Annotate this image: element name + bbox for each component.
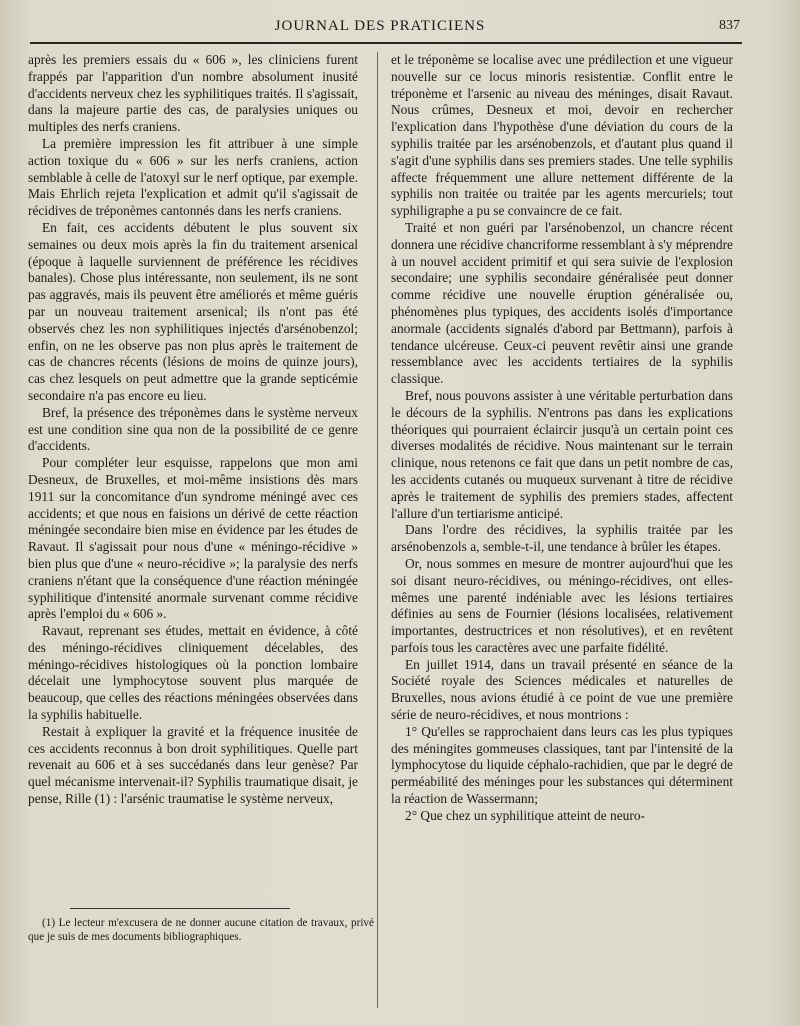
left-column — [28, 52, 358, 808]
paragraph: En fait, ces accidents débutent le plus souvent six semaines ou deux mois après la fin du traitement arsenical (époque à laquelle surviennent de préférence les récidives banales). Chose plus intéressante, non seulement, ils ne sont pas aggravés, mais ils peuvent être améliorés et même guéris par un nouveau traitement arsenical; ils n'ont pas été observés chez les non syphilitiques injectés d'arsénobenzol; enfin, on ne les observe pas non plus après le traitement de cas de chancres récents (lésions de moins de quinze jours), cas chez lesquels on peut admettre que la grande septicémie secondaire n'a pas encore eu lieu. — [28, 219, 358, 403]
paragraph: 1° Qu'elles se rapprochaient dans leurs cas les plus typiques des méningites gommeuses classiques, tant par l'intensité de la lymphocytose du liquide céphalo-rachidien, que par le degré de perméabilité des méninges pour les substances qui déterminent la réaction de Wassermann; — [391, 723, 733, 807]
paragraph: Bref, nous pouvons assister à une véritable perturbation dans le décours de la syphilis. N'entrons pas dans les explications théoriques qui pourraient éclaircir jusqu'à un certain point ces diverses modalités de récidive. Nous maintenant sur le terrain clinique, nous retenons ce fait que dans un petit nombre de cas, les accidents cutanés ou muqueux survenant à titre de récidive après le traitement de syphilis des premiers stades, affectent l'allure d'un tertiarisme anticipé. — [391, 387, 733, 521]
column-separator — [377, 52, 378, 1008]
footnote-rule — [70, 908, 290, 909]
right-column — [391, 52, 733, 825]
page-number: 837 — [719, 18, 740, 33]
footnote-text: (1) Le lecteur m'excusera de ne donner aucune citation de travaux, privé que je suis de mes documents bibliographiques. — [28, 917, 374, 943]
paragraph: et le tréponème se localise avec une prédilection et une vigueur nouvelle sur ce locus minoris resistentiæ. Conflit entre le tréponème et l'arsenic au niveau des méninges, disait Ravaut. Nous crûmes, Desneux et moi, devoir en rechercher l'explication dans l'hypothèse d'une déviation du cours de la syphilis traitée par les arsénobenzols, et d'autant plus quand il s'agit d'une syphilis dans ses premiers stades. Une telle syphilis affecte fréquemment une allure nettement différente de la syphilis non traitée ou traitée par les agents mercuriels; tout syphiligraphe a pu se convaincre de ce fait. — [391, 52, 733, 219]
paragraph: après les premiers essais du « 606 », les cliniciens furent frappés par l'apparition d'un nombre absolument inusité d'accidents nerveux chez les syphilitiques traités. Il s'agissait, dans la majeure partie des cas, de paralysies uniques ou multiples des nerfs craniens. — [28, 52, 358, 135]
journal-title: JOURNAL DES PRATICIENS — [274, 18, 486, 34]
paragraph: La première impression les fit attribuer à une simple action toxique du « 606 » sur les nerfs craniens, action semblable à celle de l'atoxyl sur le nerf optique, par exemple. Mais Ehrlich rejeta l'explication et admit qu'il s'agissait de récidives de tréponèmes cantonnés dans les nerfs craniens. — [28, 135, 358, 219]
paragraph: Or, nous sommes en mesure de montrer aujourd'hui que les soi disant neuro-récidives, ou méningo-récidives, ont elles-mêmes une parenté indéniable avec les lésions tertiaires définies au sens de Fournier (lésions localisées, relativement importantes, destructrices et non résolutives), et en revêtent parfois tous les caractères avec une parfaite fidélité. — [391, 555, 733, 655]
paragraph: Restait à expliquer la gravité et la fréquence inusitée de ces accidents reconnus à bon droit syphilitiques. Quelle part revenait au 606 et à ses succédanés dans leur genèse? Par quel mécanisme intervenait-il? Syphilis traumatique disait, je pense, Rille (1) : l'arsénic traumatise le système nerveux, — [28, 723, 358, 807]
paragraph: Traité et non guéri par l'arsénobenzol, un chancre récent donnera une récidive chancriforme ressemblant à s'y méprendre à un nouvel accident primitif et qui sera suivie de l'explosion secondaire; une syphilis secondaire généralisée peut donner comme récidive une nouvelle éruption généralisée ou, phénomènes plus typiques, des accidents isolés d'importance anormale (accidents signalés d'abord par Bettmann), parfois à tendance ulcéreuse. Ceux-ci peuvent revêtir ainsi une grande ressemblance avec les accidents tertiaires de la syphilis classique. — [391, 219, 733, 387]
paragraph: En juillet 1914, dans un travail présenté en séance de la Société royale des Sciences médicales et naturelles de Bruxelles, nous avions étudié à ce point de vue une première série de neuro-récidives, et nous montrions : — [391, 656, 733, 723]
paragraph: 2° Que chez un syphilitique atteint de neuro- — [405, 807, 645, 823]
paragraph: Bref, la présence des tréponèmes dans le système nerveux est une condition sine qua non de la possibilité de ce genre d'accidents. — [28, 404, 358, 454]
footnote — [28, 916, 374, 944]
paragraph: Pour compléter leur esquisse, rappelons que mon ami Desneux, de Bruxelles, et moi-même insistions dès mars 1911 sur la concomitance d'un syndrome méningé avec ces accidents; et que nous en faisions un dérivé de cette réaction méningée secondaire bien mise en évidence par les études de Ravaut. Il s'agissait pour nous d'une « méningo-récidive » bien plus que d'une « neuro-récidive »; la paralysie des nerfs craniens n'étant que la conséquence d'une réaction méningée syphilitique d'intensité anormale survenant comme récidive après l'emploi du « 606 ». — [28, 455, 358, 622]
paragraph: Dans l'ordre des récidives, la syphilis traitée par les arsénobenzols a, semble-t-il, une tendance à brûler les étapes. — [391, 522, 733, 555]
paragraph: Ravaut, reprenant ses études, mettait en évidence, à côté des méningo-récidives cliniquement décelables, des méningo-récidives histologiques où la ponction lombaire décelait une lymphocytose souvent plus marquée de beaucoup, que celles des réactions méningées observées dans la syphilis habituelle. — [28, 623, 358, 723]
header-rule — [30, 42, 742, 44]
running-header — [20, 18, 740, 42]
